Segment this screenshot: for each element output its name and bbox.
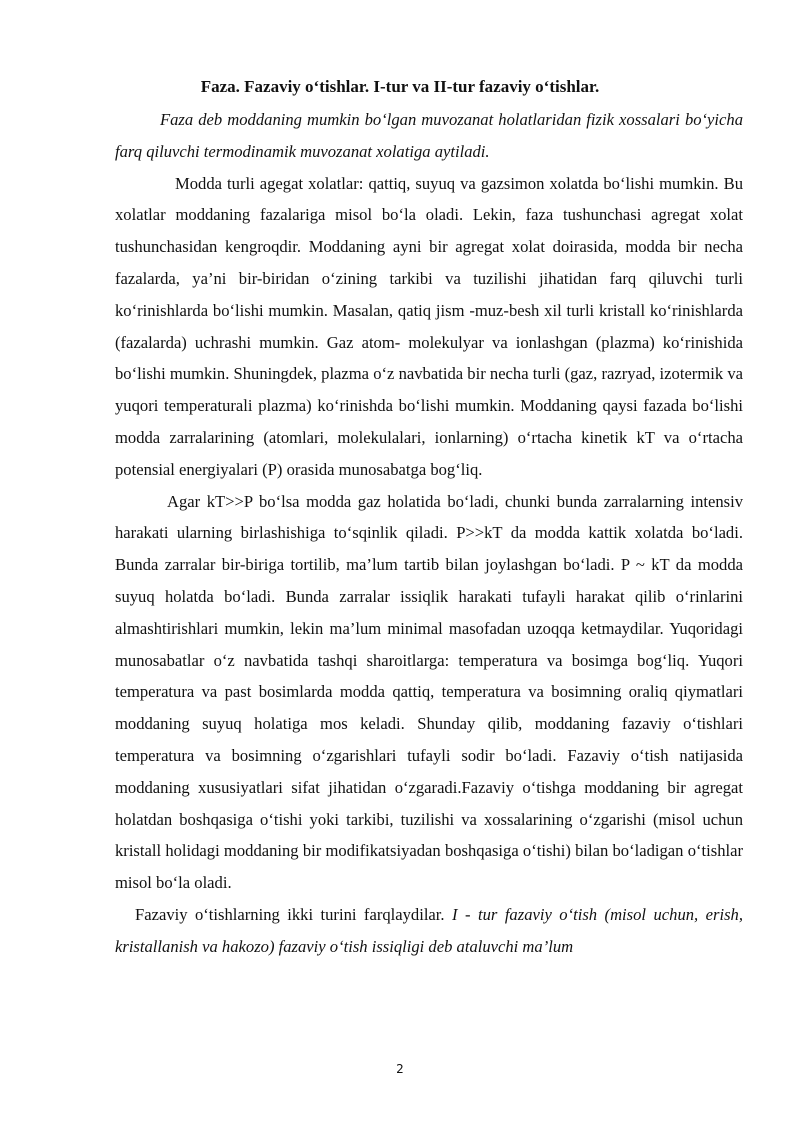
definition-paragraph: Faza deb moddaning mumkin bo‘lgan muvozanat holatlaridan fizik xossalari bo‘yicha farq qiluvchi termodinamik muvozanat xolatiga aytiladi. (115, 110, 743, 161)
paragraph-aggregate-states: Modda turli agegat xolatlar: qattiq, suyuq va gazsimon xolatda bo‘lishi mumkin. Bu xolatlar moddaning fazalariga misol bo‘la oladi. Lekin, faza tushunchasi agregat xolat tushunchasidan kengroqdir. Moddaning ayni bir agregat xolat doirasida, modda bir necha fazalarda, ya’ni bir-biridan o‘zining tarkibi va tuzilishi jihatidan farq qiluvchi turli ko‘rinishlarda bo‘lishi mumkin. Masalan, qatiq jism -muz-besh xil turli kristall ko‘rinishlarda (fazalarda) uchrashi mumkin. Gaz atom- molekulyar va ionlashgan (plazma) ko‘rinishida bo‘lishi mumkin. Shuningdek, plazma o‘z navbatida bir necha turli (gaz, razryad, izotermik va yuqori temperaturali plazma) ko‘rinishda bo‘lishi mumkin. Moddaning qaysi fazada bo‘lishi modda zarralarining (atomlari, molekulalari, ionlarning) o‘rtacha kinetik kT va o‘rtacha potensial energiyalari (P) orasida munosabatga bog‘liq. (115, 173, 743, 479)
paragraph-transition-types (115, 899, 743, 963)
first-order-transition-text: I - tur fazaviy o‘tish (misol uchun, erish, kristallanish va hakozo) fazaviy o‘tish issiqligi deb ataluvchi ma’lum (115, 904, 743, 956)
paragraph-energy-relations: Agar kT>>P bo‘lsa modda gaz holatida bo‘ladi, chunki bunda zarralarning intensiv harakati ularning birlashishiga to‘sqinlik qiladi. P>>kT da modda kattik xolatda bo‘ladi. Bunda zarralar bir-biriga tortilib, ma’lum tartib bilan joylashgan bo‘ladi. P ~ kT da modda suyuq holatda bo‘ladi. Bunda zarralar issiqlik harakati tufayli harakat qilib o‘rinlarini almashtirishlari mumkin, lekin ma’lum minimal masofadan uzoqqa ketmaydilar. Yuqoridagi munosabatlar o‘z navbatida tashqi sharoitlarga: temperatura va bosimga bog‘liq. Yuqori temperatura va past bosimlarda modda qattiq, temperatura va bosimning oraliq qiymatlari moddaning suyuq holatiga mos keladi. Shunday qilib, moddaning fazaviy o‘tishlari temperatura va bosimning o‘zgarishlari tufayli sodir bo‘ladi. Fazaviy o‘tish natijasida moddaning xususiyatlari sifat jihatidan o‘zgaradi.Fazaviy o‘tishga moddaning bir agregat holatdan boshqasiga o‘tishi yoki tarkibi, tuzilishi va xossalarining o‘zgarishi (misol uchun kristall holidagi moddaning bir modifikatsiyadan boshqasiga o‘tishi) bilan bo‘ladigan o‘tishlar misol bo‘la oladi. (115, 491, 743, 893)
document-body (115, 104, 743, 963)
page-number: 2 (396, 1062, 404, 1076)
transition-types-lead: Fazaviy o‘tishlarning ikki turini farqlaydilar. (135, 904, 445, 924)
page-title: Faza. Fazaviy o‘tishlar. I-tur va II-tur fazaviy o‘tishlar. (200, 77, 600, 96)
